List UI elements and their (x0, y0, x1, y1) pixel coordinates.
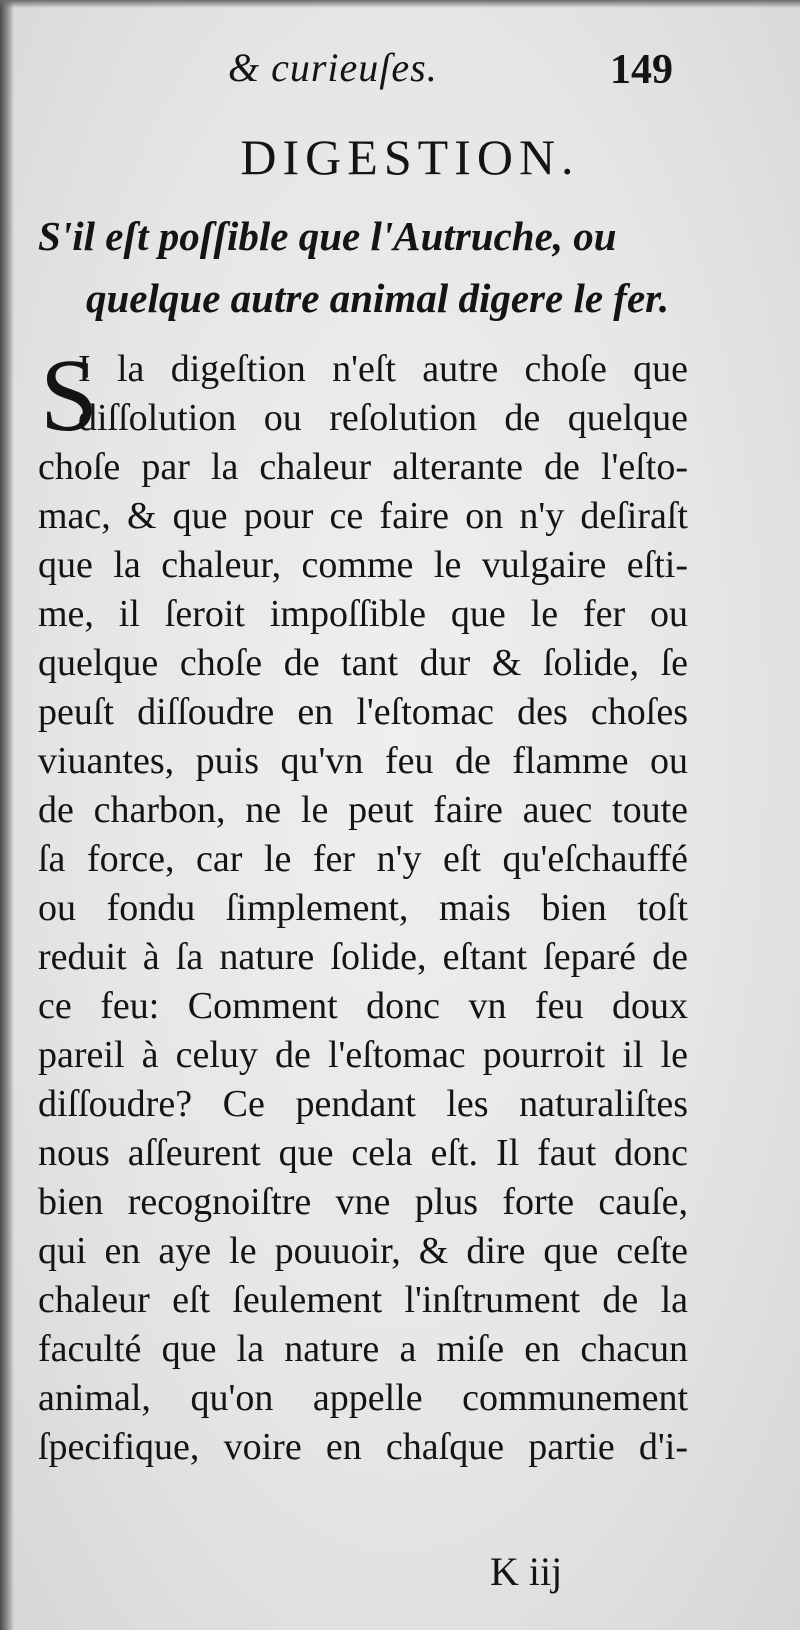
text-line: ſpecifique, voire en chaſque partie d'i- (38, 1426, 688, 1468)
text-line: ſa force, car le fer n'y eſt qu'eſchauffé (38, 838, 688, 880)
drop-cap: S (40, 338, 98, 453)
signature-mark: K iij (490, 1549, 563, 1594)
text-line: diſſoudre? Ce pendant les naturaliſtes (38, 1083, 688, 1125)
running-head: & curieuſes. (228, 45, 438, 90)
page-number: 149 (610, 47, 673, 93)
page-top-shadow (0, 0, 800, 8)
text-line: ce feu: Comment donc vn feu doux (38, 985, 688, 1027)
text-line: que la chaleur, comme le vulgaire eſti- (38, 544, 688, 586)
text-line: ou fondu ſimplement, mais bien toſt (38, 887, 688, 929)
text-line: diſſolution ou reſolution de quelque (78, 397, 688, 439)
text-line: pareil à celuy de l'eſtomac pourroit il le (38, 1034, 688, 1076)
page-binding-shadow (0, 0, 14, 1630)
text-line: reduit à ſa nature ſolide, eſtant ſeparé de (38, 936, 688, 978)
text-line: viuantes, puis qu'vn feu de flamme ou (38, 740, 688, 782)
text-line: mac, & que pour ce faire on n'y deſiraſt (38, 495, 688, 537)
text-line: me, il ſeroit impoſſible que le fer ou (38, 593, 688, 635)
text-line: qui en aye le pouuoir, & dire que ceſte (38, 1230, 688, 1272)
text-line: choſe par la chaleur alterante de l'eſto- (38, 446, 688, 488)
subheading-line: quelque autre animal digere le fer. (86, 275, 670, 321)
text-line: nous aſſeurent que cela eſt. Il faut donc (38, 1132, 688, 1174)
text-line: animal, qu'on appelle communement (38, 1377, 688, 1419)
text-line: chaleur eſt ſeulement l'inſtrument de la (38, 1279, 688, 1321)
text-line: peuſt diſſoudre en l'eſtomac des choſes (38, 691, 688, 733)
subheading-line: S'il eſt poſſible que l'Autruche, ou (38, 213, 617, 259)
text-line: faculté que la nature a miſe en chacun (38, 1328, 688, 1370)
section-title: DIGESTION. (240, 129, 580, 185)
text-line: bien recognoiſtre vne plus forte cauſe, (38, 1181, 688, 1223)
body-text (38, 338, 688, 1472)
page-header (0, 38, 800, 98)
text-line: I la digeſtion n'eſt autre choſe que (78, 348, 688, 390)
text-line: de charbon, ne le peut faire auec toute (38, 789, 688, 831)
text-line: quelque choſe de tant dur & ſolide, ſe (38, 642, 688, 684)
chapter-subheading (38, 205, 688, 329)
